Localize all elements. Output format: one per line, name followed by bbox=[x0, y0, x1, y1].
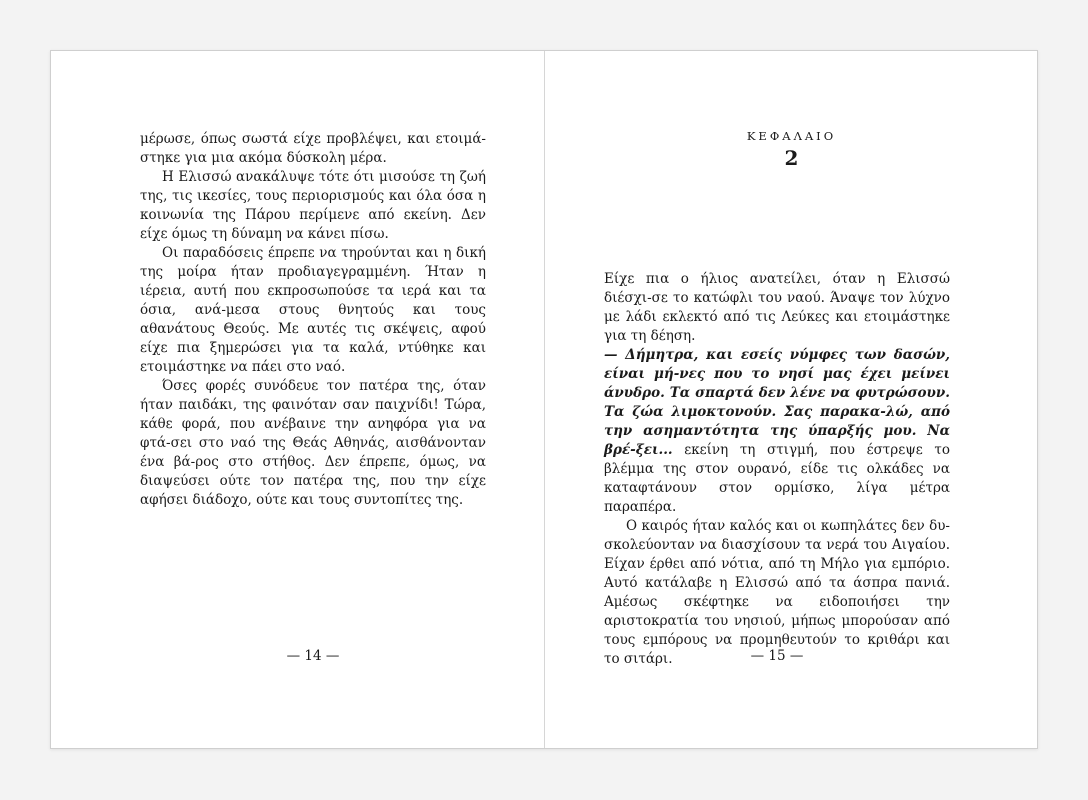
book-spread bbox=[50, 50, 1038, 749]
paragraph: Είχε πια ο ήλιος ανατείλει, όταν η Ελισσώ διέσχι-σε το κατώφλι του ναού. Άναψε τον λύχνο με λάδι εκλεκτό από τις Λεύκες και ετοιμάστηκε για τη δέηση. bbox=[604, 271, 950, 344]
paragraph: Όσες φορές συνόδευε τον πατέρα της, όταν ήταν παιδάκι, της φαινόταν σαν παιχνίδι! Τώρα, κάθε φορά, που ανέβαινε την ανηφόρα για να φτά-σει στο ναό της Θεάς Αθηνάς, αισθάνονταν ένα βά-ρος στο στήθος. Δεν έπρεπε, όμως, να διαψεύσει ούτε τον πατέρα της, που την είχε αφήσει διάδοχο, ούτε και τους συντοπίτες της. bbox=[140, 378, 486, 508]
paragraph: Ο καιρός ήταν καλός και οι κωπηλάτες δεν δυ-σκολεύονταν να διασχίσουν τα νερά του Αιγαίου. Είχαν έρθει από νότια, από τη Μήλο για εμπόριο. Αυτό κατάλαβε η Ελισσώ από τα άσπρα πανιά. Αμέσως σκέφτηκε να ειδοποιήσει την αριστοκρατία του νησιού, μήπως μπορούσαν από τους εμπόρους να προμηθευτούν το κριθάρι και το σιτάρι. bbox=[604, 518, 950, 667]
dialogue-speech: — Δήμητρα, και εσείς νύμφες των δασών, είναι μή-νες που το νησί μας έχει μείνει άνυδρο. Τα σπαρτά δεν λένε να φυτρώσουν. Τα ζώα λιμοκτονούν. Σας παρακα-λώ, από την ασημαντότητα της ύπαρξής μου. Να βρέ-ξει... bbox=[604, 347, 950, 458]
chapter-label: ΚΕΦΑΛΑΙΟ bbox=[746, 129, 837, 143]
page-number: — 15 — bbox=[750, 648, 804, 664]
chapter-number: 2 bbox=[784, 146, 799, 170]
paragraph: μέρωσε, όπως σωστά είχε προβλέψει, και ετοιμά-στηκε για μια ακόμα δύσκολη μέρα. bbox=[140, 131, 486, 166]
page-number: — 14 — bbox=[286, 648, 340, 664]
left-page-body bbox=[140, 130, 486, 510]
right-page bbox=[545, 51, 1038, 748]
right-page-body bbox=[604, 270, 950, 669]
dialogue-narration: εκείνη τη στιγμή, που έστρεψε το βλέμμα της στον ουρανό, είδε τις ολκάδες να καταφτάνουν στον ορμίσκο, λίγα μέτρα παραπέρα. bbox=[604, 442, 950, 515]
dialogue-paragraph bbox=[604, 346, 950, 517]
paragraph: Η Ελισσώ ανακάλυψε τότε ότι μισούσε τη ζωή της, τις ικεσίες, τους περιορισμούς και όλα όσα η κοινωνία της Πάρου περίμενε από εκείνη. Δεν είχε όμως τη δύναμη να κάνει πίσω. bbox=[140, 169, 486, 242]
left-page bbox=[51, 51, 544, 748]
paragraph: Οι παραδόσεις έπρεπε να τηρούνται και η δική της μοίρα ήταν προδιαγεγραμμένη. Ήταν η ιέρεια, αυτή που εκπροσωπούσε τα ιερά και τα όσια, ανά-μεσα στους θνητούς και τους αθανάτους Θεούς. Με αυτές τις σκέψεις, αφού είχε πια ξημερώσει για τα καλά, ντύθηκε και ετοιμάστηκε να πάει στο ναό. bbox=[140, 245, 486, 375]
